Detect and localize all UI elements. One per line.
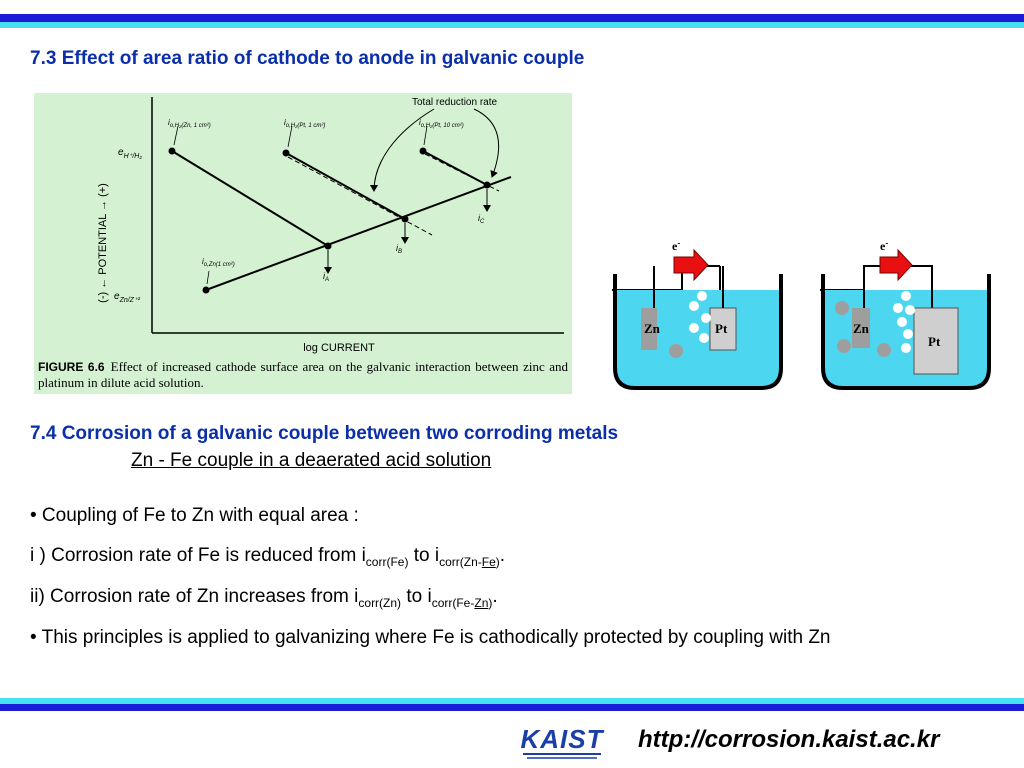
e-h-label: $e_{H^+/H_2}$ (118, 147, 142, 160)
zn-label: Zn (644, 321, 660, 336)
section-73-title: 7.3 Effect of area ratio of cathode to anode in galvanic couple (30, 48, 585, 69)
label-iA: $i_A$ (323, 271, 330, 283)
label-total-reduction: Total reduction rate (412, 97, 498, 108)
kaist-logo (517, 724, 607, 760)
line-ii: ii) Corrosion rate of Zn increases from $i_{corr(Zn)}$ to $i_{corr(Fe-Zn)}$. (30, 586, 498, 610)
dot-iA (325, 243, 332, 250)
bottom-bar-dark (0, 704, 1024, 711)
label-io-pt10: $i_{o,H_2(Pt, 10 cm^2)}$ (419, 118, 464, 129)
electron-label: e- (672, 238, 681, 253)
label-iC: $i_C$ (478, 213, 485, 225)
label-io-pt1: $i_{o,H_2(Pt, 1 cm^2)}$ (284, 118, 326, 129)
figure-6-6 (34, 93, 572, 394)
section-74-title: 7.4 Corrosion of a galvanic couple between two corroding metals (30, 423, 619, 444)
bullet-galvanizing: • This principles is applied to galvanizing where Fe is cathodically protected by coupling with Zn (30, 627, 831, 648)
x-axis-label: log CURRENT (303, 342, 375, 354)
section-74-subtitle: Zn - Fe couple in a deaerated acid solution (131, 450, 492, 471)
zn-label: Zn (853, 321, 869, 336)
h2-on-pt1-line (286, 153, 405, 219)
dot-iB (402, 216, 409, 223)
pt-label: Pt (928, 334, 941, 349)
y-axis-label: (-) ← POTENTIAL → (+) (97, 183, 109, 303)
dot-iC (484, 182, 491, 189)
dot-io-pt1 (283, 150, 290, 157)
total-reduction-dashed (288, 157, 432, 235)
dot-io-pt10 (420, 148, 427, 155)
label-iB: $i_B$ (396, 243, 403, 255)
electron-arrow (880, 250, 912, 280)
electron-label: e- (880, 238, 889, 253)
label-io-zn-h2: $i_{o,H_2(Zn, 1 cm^2)}$ (168, 118, 211, 129)
footer-url[interactable]: http://corrosion.kaist.ac.kr (638, 726, 940, 753)
figure-caption: FIGURE 6.6 Effect of increased cathode surface area on the galvanic interaction between zinc and platinum in dilute acid solution. (38, 359, 569, 390)
h2-on-zn-line (172, 151, 328, 246)
dot-io-zn-h2 (169, 148, 176, 155)
line-i: i ) Corrosion rate of Fe is reduced from $i_{corr(Fe)}$ to $i_{corr(Zn-Fe)}$. (30, 545, 506, 569)
bullet-coupling: • Coupling of Fe to Zn with equal area : (30, 505, 359, 526)
e-zn-label: $e_{Zn/Z^{+2}}$ (114, 291, 140, 304)
pt-label: Pt (715, 321, 728, 336)
electron-arrow (674, 250, 708, 280)
top-bar-light (0, 22, 1024, 28)
beaker-large-cathode (806, 238, 1002, 398)
beaker-equal-area (598, 238, 794, 398)
dot-io-zn (203, 287, 210, 294)
label-io-zn: $i_{o,Zn(1 cm^2)}$ (202, 257, 235, 268)
svg-text:KAIST: KAIST (520, 724, 604, 754)
top-bar-dark (0, 14, 1024, 22)
total-reduction-arrow-2 (474, 109, 499, 177)
